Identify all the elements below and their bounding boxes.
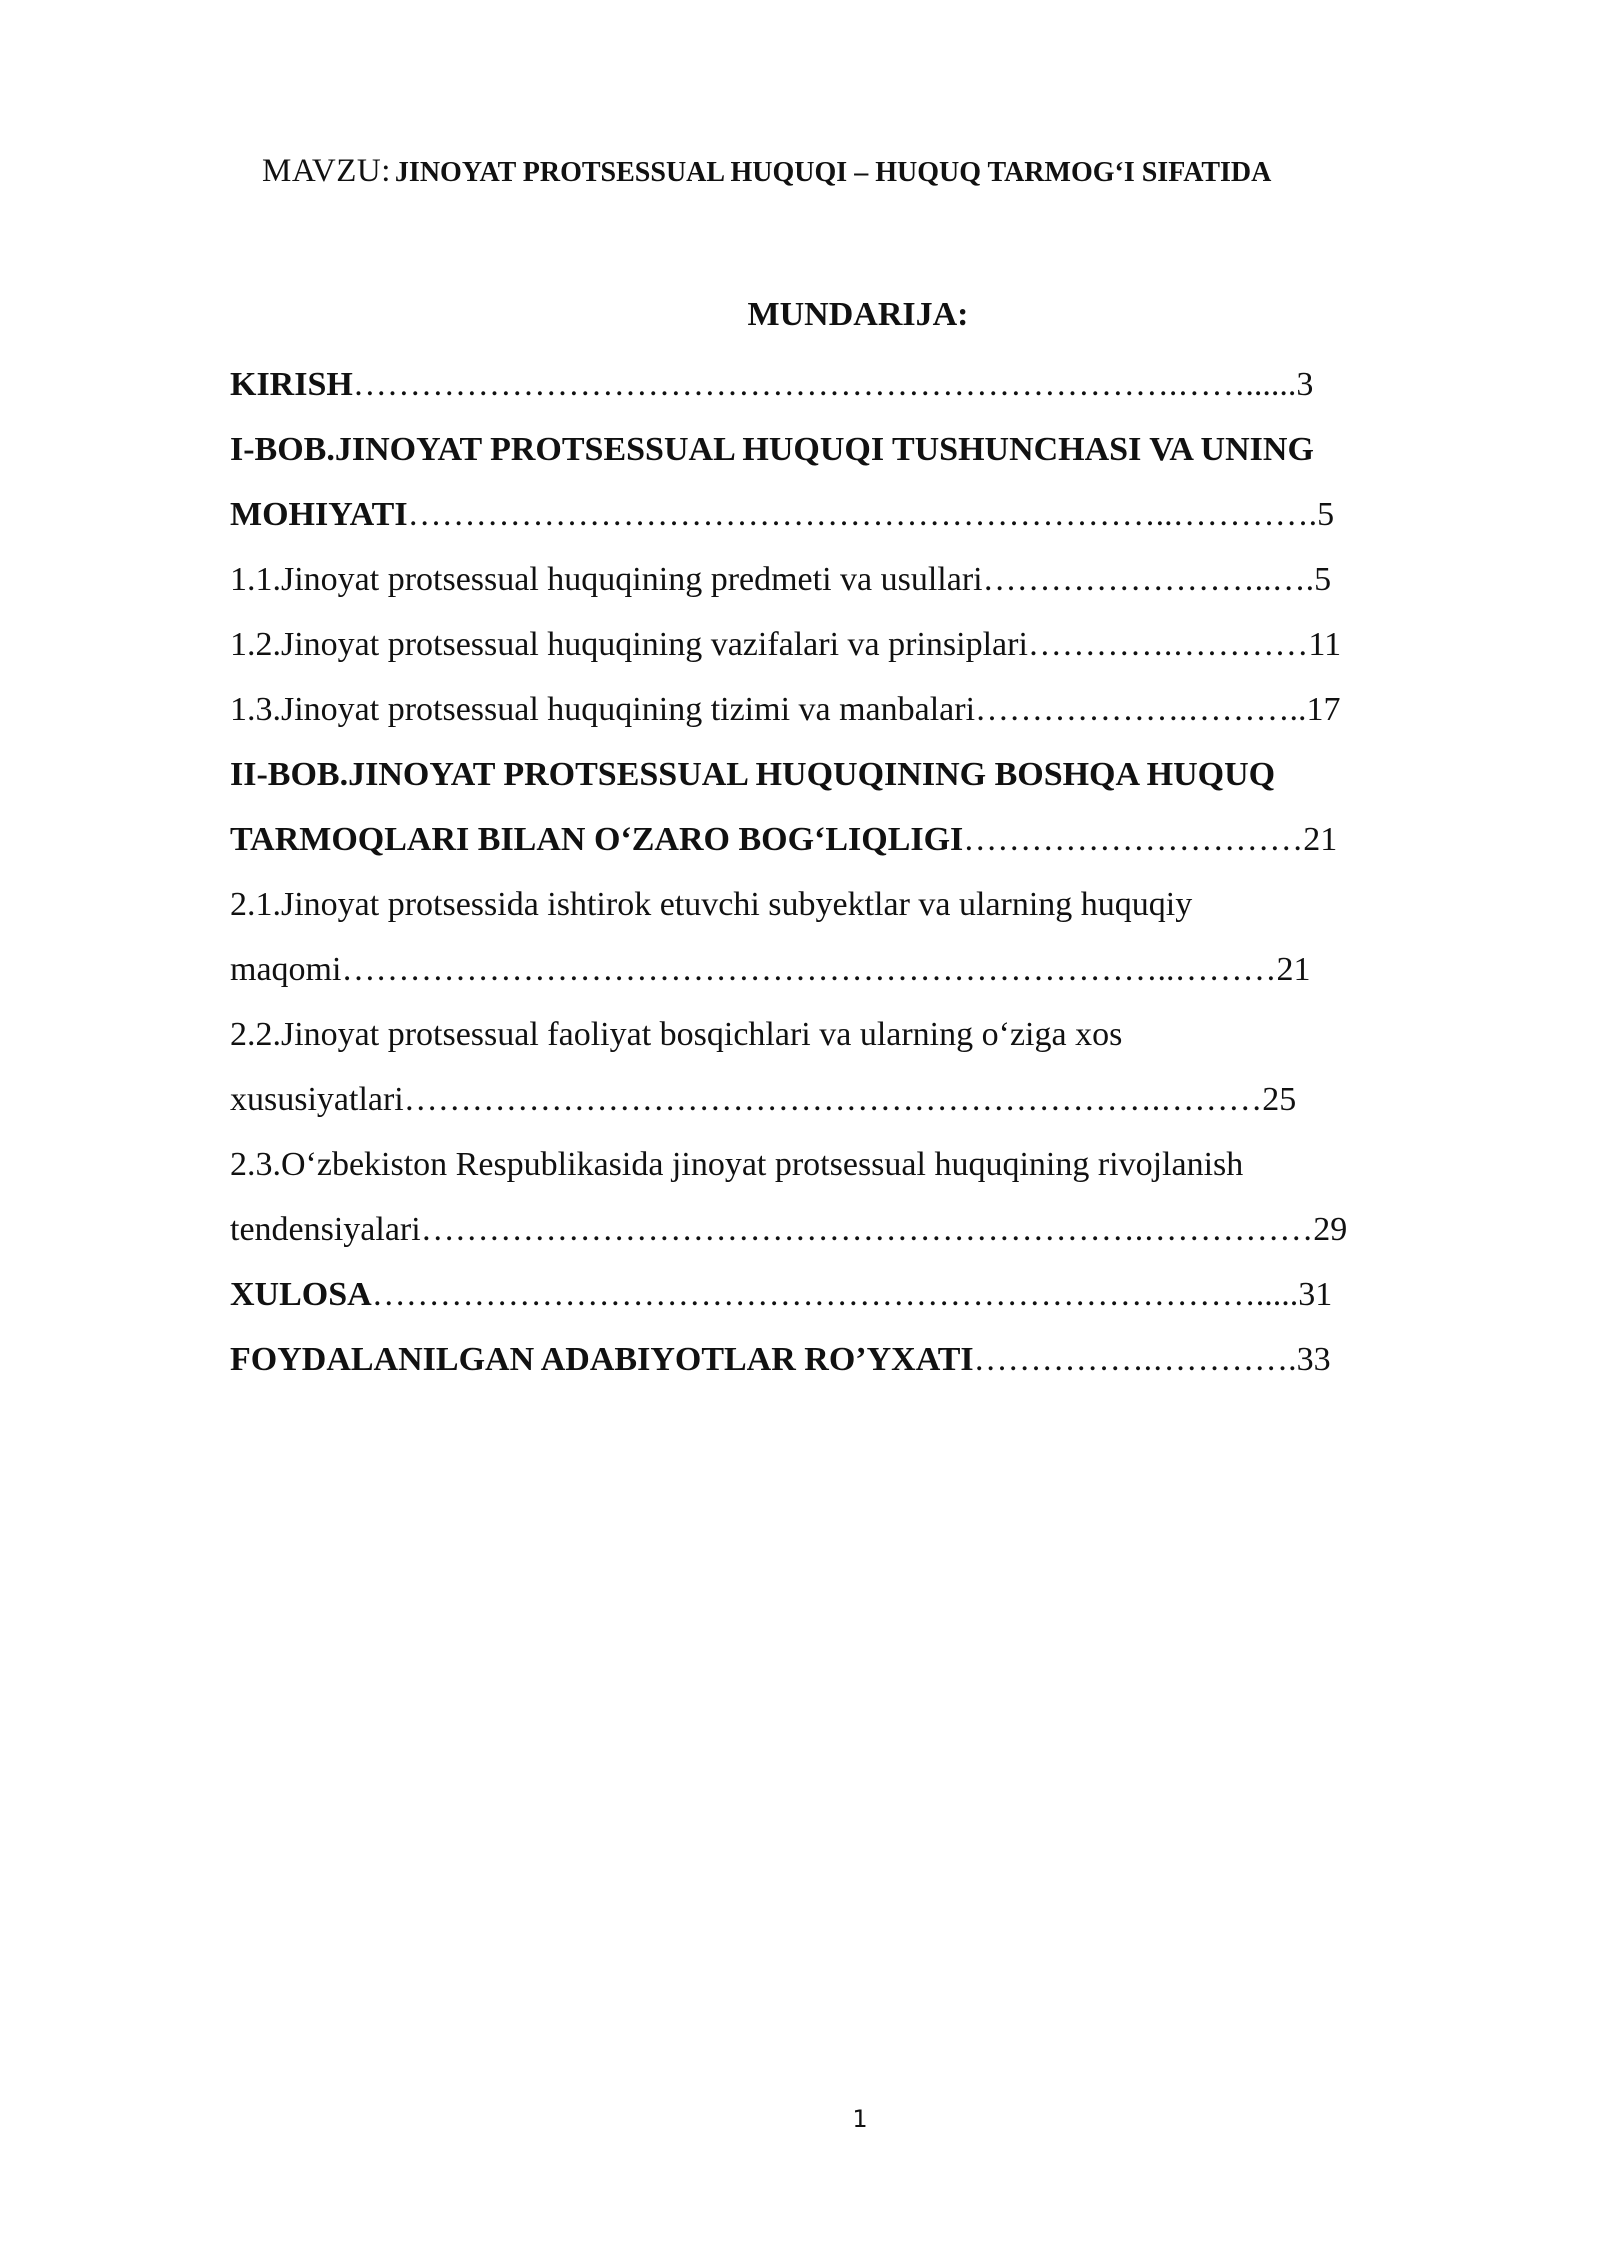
toc-entry-text: XULOSA xyxy=(230,1276,372,1313)
toc-entry-text: 2.1.Jinoyat protsessida ishtirok etuvchi subyektlar va ularning huquqiy xyxy=(230,886,1193,923)
toc-entry-text: TARMOQLARI BILAN O‘ZARO BOG‘LIQLIGI xyxy=(230,821,964,858)
toc-page-number: 31 xyxy=(1298,1276,1333,1313)
toc-entry-text: 1.1.Jinoyat protsessual huquqining predmeti va usullari xyxy=(230,561,983,598)
toc-entry xyxy=(230,1080,1296,1120)
toc-entry xyxy=(230,365,1313,405)
toc-entry xyxy=(230,885,1192,925)
toc-page-number: 33 xyxy=(1296,1341,1331,1378)
toc-entry-text: KIRISH xyxy=(230,366,353,403)
toc-page-number: 25 xyxy=(1262,1081,1297,1118)
topic-title: JINOYAT PROTSESSUAL HUQUQI – HUQUQ TARMOG‘I SIFATIDA xyxy=(394,157,1272,188)
toc-entry-text: 2.2.Jinoyat protsessual faoliyat bosqichlari va ularning o‘ziga xos xyxy=(230,1016,1123,1053)
toc-entry xyxy=(230,430,1314,470)
toc-page-number: 21 xyxy=(1303,821,1338,858)
toc-entry-text: MOHIYATI xyxy=(230,496,408,533)
toc-leader: ………………………… xyxy=(963,821,1304,858)
toc-entry xyxy=(230,1210,1347,1250)
toc-leader: ……………………………………………………….…………… xyxy=(420,1211,1314,1248)
toc-page-number: 21 xyxy=(1276,951,1311,988)
toc-leader: ……………………………………………………………………..... xyxy=(371,1276,1299,1313)
toc-entry-text: II-BOB.JINOYAT PROTSESSUAL HUQUQINING BOSHQA HUQUQ xyxy=(230,756,1276,793)
topic-label: MAVZU: xyxy=(262,153,391,189)
toc-page-number: 11 xyxy=(1308,626,1342,663)
toc-entry xyxy=(230,950,1310,990)
toc-leader: …………………………………………………………..…………. xyxy=(407,496,1318,533)
toc-leader: ………………………………………………………….……… xyxy=(403,1081,1263,1118)
toc-page-number: 17 xyxy=(1306,691,1341,728)
toc-entry xyxy=(230,1015,1122,1055)
toc-entry-text: I-BOB.JINOYAT PROTSESSUAL HUQUQI TUSHUNCHASI VA UNING xyxy=(230,431,1314,468)
toc-entry xyxy=(230,625,1341,665)
toc-entry xyxy=(230,755,1275,795)
toc-leader: ……………………..…. xyxy=(982,561,1315,598)
toc-entry-text: xususiyatlari xyxy=(230,1081,404,1118)
toc-entry xyxy=(230,495,1334,535)
toc-entry xyxy=(230,690,1341,730)
toc-entry xyxy=(230,1275,1332,1315)
toc-entry-text: FOYDALANILGAN ADABIYOTLAR RO’YXATI xyxy=(230,1341,974,1378)
toc-entry-text: 1.3.Jinoyat protsessual huquqining tizimi va manbalari xyxy=(230,691,976,728)
toc-page-number: 29 xyxy=(1313,1211,1348,1248)
page-number: 1 xyxy=(852,2105,868,2133)
toc-entry xyxy=(230,1340,1331,1380)
toc-entry-text: 2.3.O‘zbekiston Respublikasida jinoyat protsessual huquqining rivojlanish xyxy=(230,1146,1244,1183)
toc-leader: ……………………………………………………………….……...... xyxy=(352,366,1297,403)
toc-entry-text: 1.2.Jinoyat protsessual huquqining vazifalari va prinsiplari xyxy=(230,626,1028,663)
toc-entry-text: tendensiyalari xyxy=(230,1211,421,1248)
toc-leader: …………….…………. xyxy=(973,1341,1297,1378)
toc-leader: ………………………………………………………………..……… xyxy=(341,951,1277,988)
toc-entry-text: maqomi xyxy=(230,951,342,988)
toc-leader: ……………….……….. xyxy=(975,691,1307,728)
toc-entry xyxy=(230,1145,1243,1185)
toc-entry xyxy=(230,560,1331,600)
toc-page-number: 3 xyxy=(1296,366,1314,403)
topic-line xyxy=(262,153,1562,190)
toc-entry xyxy=(230,820,1337,860)
toc-leader: ………….………… xyxy=(1027,626,1309,663)
toc-page-number: 5 xyxy=(1317,496,1335,533)
toc-heading: MUNDARIJA: xyxy=(747,296,969,333)
toc-page-number: 5 xyxy=(1314,561,1332,598)
